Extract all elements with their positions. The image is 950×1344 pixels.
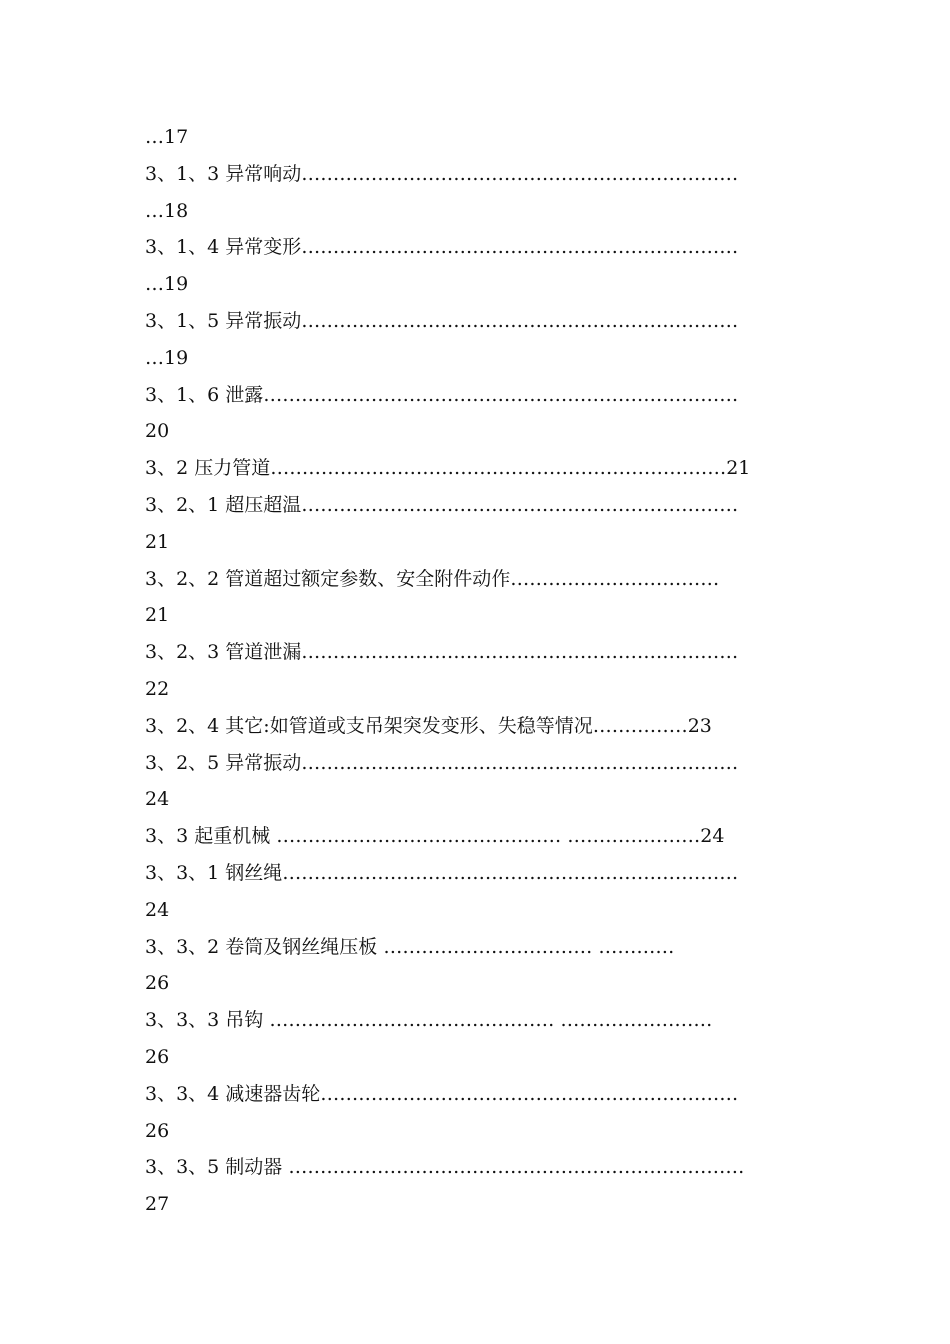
toc-line: 3、1、4 异常变形…………………………………………………………… <box>145 236 739 259</box>
toc-line: 3、2 压力管道………………………………………………………………21 <box>145 457 751 480</box>
toc-line: 24 <box>145 898 170 921</box>
toc-line: …17 <box>145 126 189 148</box>
toc-line: 3、3、3 吊钩 ……………………………………… …………………… <box>145 1009 713 1032</box>
toc-line: 21 <box>145 604 170 627</box>
toc-line: 3、3 起重机械 ……………………………………… …………………24 <box>145 825 725 848</box>
toc-line: 3、2、1 超压超温…………………………………………………………… <box>145 493 739 516</box>
toc-line: 27 <box>145 1193 170 1216</box>
toc-line: 20 <box>145 420 170 443</box>
toc-line: 3、3、5 制动器 ……………………………………………………………… <box>145 1156 745 1179</box>
toc-line: 3、3、4 减速器齿轮………………………………………………………… <box>145 1082 739 1105</box>
toc-line: 3、1、5 异常振动…………………………………………………………… <box>145 309 739 332</box>
toc-line: 3、1、6 泄露………………………………………………………………… <box>145 383 739 406</box>
toc-line: …19 <box>145 346 189 369</box>
toc-line: …18 <box>145 199 189 222</box>
toc-line: 3、2、5 异常振动…………………………………………………………… <box>145 751 739 774</box>
toc-line: 26 <box>145 1045 170 1068</box>
toc-line: 22 <box>145 677 170 700</box>
toc-line: 3、2、4 其它:如管道或支吊架突发变形、失稳等情况……………23 <box>145 714 712 737</box>
toc-line: …19 <box>145 273 189 296</box>
toc-line: 3、3、1 钢丝绳……………………………………………………………… <box>145 861 739 884</box>
table-of-contents <box>145 119 805 1223</box>
toc-line: 3、2、2 管道超过额定参数、安全附件动作…………………………… <box>145 567 720 590</box>
toc-line: 26 <box>145 972 170 995</box>
toc-line: 26 <box>145 1119 170 1142</box>
toc-line: 21 <box>145 530 170 553</box>
toc-line: 3、2、3 管道泄漏…………………………………………………………… <box>145 641 739 664</box>
toc-line: 24 <box>145 788 170 811</box>
toc-line: 3、3、2 卷筒及钢丝绳压板 …………………………… ………… <box>145 935 675 958</box>
toc-line: 3、1、3 异常响动…………………………………………………………… <box>145 162 739 185</box>
